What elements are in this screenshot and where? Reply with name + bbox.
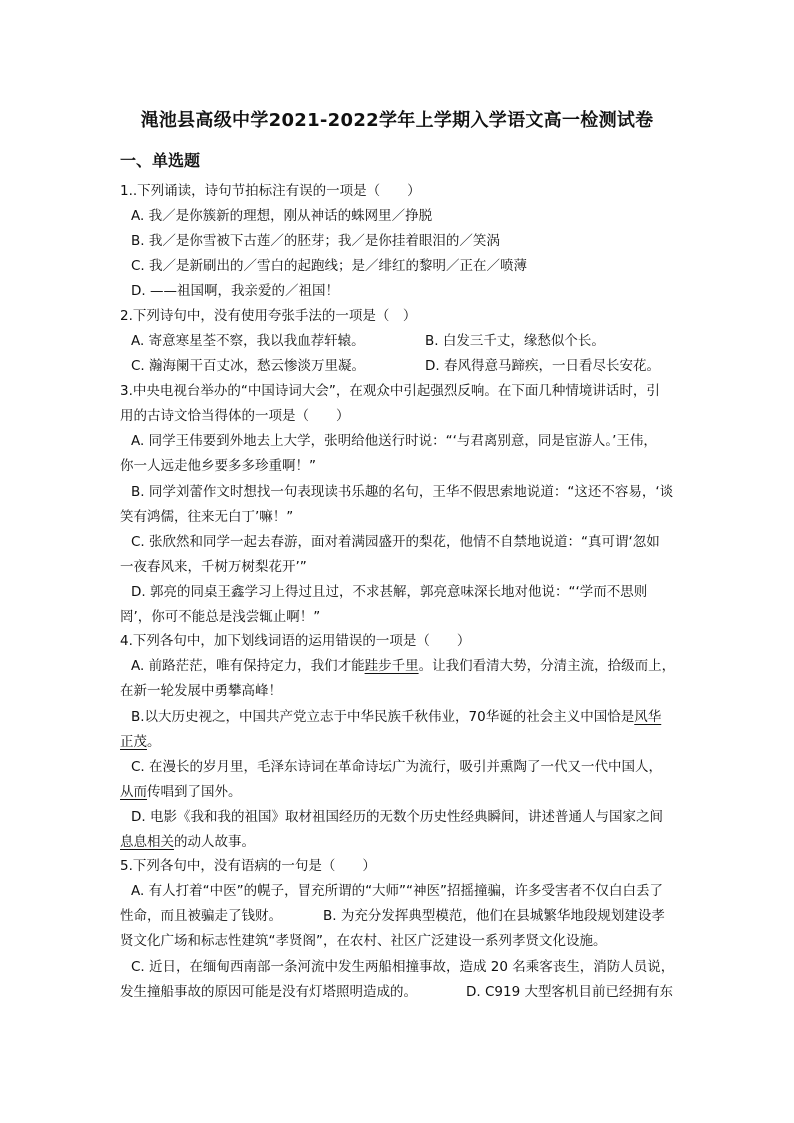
question-3-option-a-line-1: A. 同学王伟要到外地去上大学，张明给他送行时说：“‘与君离别意，同是宦游人。’王伟， (131, 433, 657, 449)
question-5-option-a-line-1: A. 有人打着“中医”的幌子，冒充所谓的“大师”“神医”招摇撞骗，许多受害者不仅白白丢了 (131, 883, 664, 899)
question-4-option-c-line-1: C. 在漫长的岁月里，毛泽东诗词在革命诗坛广为流行，吸引并熏陶了一代又一代中国人， (131, 759, 663, 775)
question-5-option-b-line-2: 贤文化广场和标志性建筑“孝贤阁”，在农村、社区广泛建设一系列孝贤文化设施。 (120, 933, 607, 949)
question-5-option-c-line-2: 发生撞船事故的原因可能是没有灯塔照明造成的。 (120, 984, 417, 1000)
option-text: 的动人故事。 (174, 834, 255, 850)
option-text: 。让我们看清大势，分清主流，拾级而上， (418, 658, 676, 674)
question-4-option-a-line-2: 在新一轮发展中勇攀高峰！ (120, 683, 282, 699)
question-2-option-b: B. 白发三千丈，缘愁似个长。 (425, 333, 605, 349)
underlined-term: 跬步千里 (364, 658, 419, 674)
question-4-option-c-line-2 (120, 782, 242, 802)
question-1-option-b: B. 我／是你雪被下古莲／的胚芽；我／是你挂着眼泪的／笑涡 (131, 233, 500, 249)
section-heading: 一、单选题 (120, 151, 201, 170)
option-text: A. 前路茫茫，唯有保持定力，我们才能 (131, 658, 365, 674)
option-text: 传唱到了国外。 (147, 784, 242, 800)
option-text: B.以大历史视之，中国共产党立志于中华民族千秋伟业，70华诞的社会主义中国恰是 (131, 709, 635, 725)
question-5-stem: 5.下列各句中，没有语病的一句是（ ） (120, 858, 376, 874)
question-5-option-c-line-1: C. 近日，在缅甸西南部一条河流中发生两船相撞事故，造成 20 名乘客丧生，消防人员说， (131, 959, 675, 975)
question-3-option-c-line-2: 一夜春风来，千树万树梨花开’” (120, 559, 307, 575)
question-2-option-a: A. 寄意寒星荃不察，我以我血荐轩辕。 (131, 333, 365, 349)
question-5-option-a-line-2: 性命，而且被骗走了钱财。 (120, 908, 282, 924)
question-4-option-d-line-1: D. 电影《我和我的祖国》取材祖国经历的无数个历史性经典瞬间，讲述普通人与国家之间 (131, 809, 663, 825)
question-3-option-b-line-1: B. 同学刘蕾作文时想找一句表现读书乐趣的名句，王华不假思索地说道：“这还不容易，‘谈 (131, 484, 674, 500)
underlined-term: 息息相关 (120, 834, 174, 850)
option-text: 。 (147, 734, 161, 750)
question-3-stem-line-1: 3.中央电视台举办的“中国诗词大会”，在观众中引起强烈反响。在下面几种情境讲话时，引 (120, 383, 660, 399)
question-3-option-d-line-1: D. 郭亮的同桌王鑫学习上得过且过，不求甚解，郭亮意味深长地对他说：“‘学而不思则 (131, 584, 648, 600)
question-1-option-c: C. 我／是新刷出的／雪白的起跑线；是／绯红的黎明／正在／喷薄 (131, 258, 528, 274)
underlined-term: 正茂 (120, 734, 147, 750)
question-3-option-b-line-2: 笑有鸿儒，往来无白丁’嘛！” (120, 509, 294, 525)
question-5-option-b-line-1: B. 为充分发挥典型模范，他们在县城繁华地段规划建设孝 (323, 908, 665, 924)
question-3-option-d-line-2: 罔’，你可不能总是浅尝辄止啊！” (120, 609, 321, 625)
underlined-term: 风华 (634, 709, 662, 725)
underlined-term: 从而 (120, 784, 147, 800)
question-5-option-d-line-1: D. C919 大型客机目前已经拥有东 (466, 984, 673, 1000)
question-3-option-a-line-2: 你一人远走他乡要多多珍重啊！” (120, 458, 316, 474)
question-4-stem: 4.下列各句中，加下划线词语的运用错误的一项是（ ） (120, 633, 471, 649)
exam-title: 渑池县高级中学2021-2022学年上学期入学语文高一检测试卷 (140, 110, 654, 131)
question-3-option-c-line-1: C. 张欣然和同学一起去春游，面对着满园盛开的梨花，他情不自禁地说道：“真可谓‘忽如 (131, 534, 660, 550)
question-4-option-b-line-1 (131, 707, 661, 727)
question-2-option-c: C. 瀚海阑干百丈冰，愁云惨淡万里凝。 (131, 358, 366, 374)
question-2-option-d: D. 春风得意马蹄疾，一日看尽长安花。 (425, 358, 660, 374)
question-1-option-d: D. ——祖国啊，我亲爱的／祖国！ (131, 283, 339, 299)
question-4-option-b-line-2 (120, 732, 161, 752)
question-4-option-a-line-1 (131, 656, 675, 676)
question-3-stem-line-2: 用的古诗文恰当得体的一项是（ ） (120, 408, 350, 424)
question-2-stem: 2.下列诗句中，没有使用夸张手法的一项是（ ） (120, 308, 417, 324)
question-1-stem: 1..下列诵读，诗句节拍标注有误的一项是（ ） (120, 183, 421, 199)
question-1-option-a: A. 我／是你簇新的理想，刚从神话的蛛网里／挣脱 (131, 208, 433, 224)
question-4-option-d-line-2 (120, 832, 255, 852)
